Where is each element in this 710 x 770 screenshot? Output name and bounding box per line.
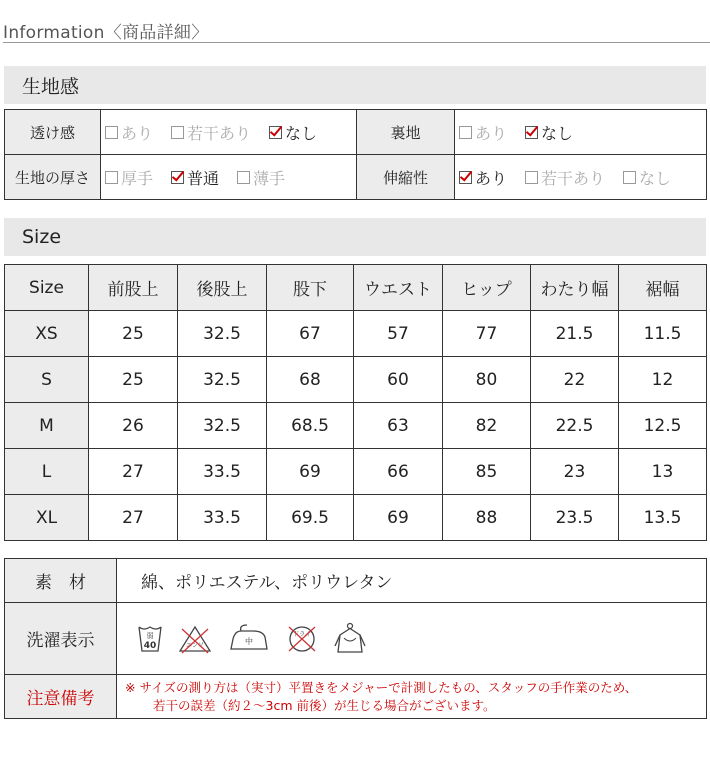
fabric-option-label: 若干あり [541,168,606,188]
size-value-cell: 32.5 [178,357,267,403]
fabric-label-thickness: 生地の厚さ [5,155,101,200]
wash-temp-text: 40 [143,640,157,651]
fabric-option-label: あり [475,168,508,188]
fabric-option-label: 薄手 [253,168,286,188]
size-value-cell: 32.5 [178,403,267,449]
size-label-cell: L [5,449,89,495]
size-value-cell: 69 [354,495,443,541]
page-title: Information〈商品詳細〉 [3,18,710,43]
fabric-option-label: あり [121,123,154,143]
size-value-cell: 22.5 [531,403,619,449]
fabric-label-lining: 裏地 [357,110,455,155]
unchecked-box-icon [105,126,118,139]
size-header-cell: 前股上 [89,265,178,311]
fabric-option [171,166,219,189]
size-value-cell: 57 [354,311,443,357]
size-value-cell: 69 [267,449,354,495]
fabric-option [105,121,153,144]
fabric-option [525,166,605,189]
no-dryclean-icon [285,623,319,655]
size-value-cell: 12.5 [619,403,707,449]
size-label-cell: XL [5,495,89,541]
size-value-cell: 32.5 [178,311,267,357]
size-value-cell: 13 [619,449,707,495]
checked-box-icon [269,126,282,139]
size-value-cell: 33.5 [178,495,267,541]
size-value-cell: 77 [443,311,531,357]
dry-text: ドライ [293,630,311,638]
unchecked-box-icon [237,171,250,184]
care-icons [117,622,706,656]
size-value-cell: 23 [531,449,619,495]
hang-dry-icon [333,622,367,656]
size-value-cell: 63 [354,403,443,449]
size-value-cell: 60 [354,357,443,403]
size-header-row [5,265,707,311]
unchecked-box-icon [623,171,636,184]
size-header-cell: 股下 [267,265,354,311]
size-value-cell: 27 [89,449,178,495]
size-value-cell: 12 [619,357,707,403]
size-header-cell: ヒップ [443,265,531,311]
size-value-cell: 27 [89,495,178,541]
size-row [5,311,707,357]
fabric-option [269,121,317,144]
notes-line-1: ※ サイズの測り方は（実寸）平置きをメジャーで計測したもの、スタッフの手作業のため、 [125,679,638,695]
size-value-cell: 85 [443,449,531,495]
fabric-option [623,166,671,189]
size-value-cell: 11.5 [619,311,707,357]
size-section-header: Size [4,218,706,256]
size-value-cell: 22 [531,357,619,403]
checked-box-icon [459,171,472,184]
fabric-row [5,110,707,155]
size-label-cell: M [5,403,89,449]
size-value-cell: 33.5 [178,449,267,495]
wash-40-icon [137,623,163,655]
fabric-row [5,155,707,200]
notes-label: 注意備考 [5,675,117,719]
size-row [5,495,707,541]
size-value-cell: 88 [443,495,531,541]
fabric-option [459,121,507,144]
fabric-option-label: 普通 [187,168,220,188]
bleach-text: エンソ [185,641,205,649]
size-value-cell: 68 [267,357,354,403]
fabric-section-header: 生地感 [4,66,706,104]
unchecked-box-icon [171,126,184,139]
material-value: 綿、ポリエステル、ポリウレタン [117,559,707,603]
size-label-cell: XS [5,311,89,357]
size-header-cell: 裾幅 [619,265,707,311]
iron-medium-icon [227,623,271,655]
size-value-cell: 25 [89,357,178,403]
size-value-cell: 13.5 [619,495,707,541]
fabric-option-label: なし [285,123,318,143]
iron-text: 中 [245,636,253,646]
fabric-label-transparency: 透け感 [5,110,101,155]
care-label: 洗濯表示 [5,603,117,675]
fabric-option [105,166,153,189]
fabric-option [525,121,573,144]
size-header-cell: ウエスト [354,265,443,311]
size-row [5,403,707,449]
size-row [5,449,707,495]
unchecked-box-icon [525,171,538,184]
size-value-cell: 68.5 [267,403,354,449]
size-value-cell: 21.5 [531,311,619,357]
fabric-label-stretch: 伸縮性 [357,155,455,200]
fabric-option [237,166,285,189]
size-header-cell: 後股上 [178,265,267,311]
fabric-option-label: なし [541,123,574,143]
material-label: 素 材 [5,559,117,603]
size-value-cell: 23.5 [531,495,619,541]
size-header-cell: Size [5,265,89,311]
checked-box-icon [525,126,538,139]
fabric-option [171,121,251,144]
unchecked-box-icon [105,171,118,184]
fabric-table [4,109,707,200]
fabric-option-label: 若干あり [187,123,252,143]
size-value-cell: 80 [443,357,531,403]
fabric-option-label: なし [639,168,672,188]
size-value-cell: 66 [354,449,443,495]
no-bleach-icon [177,623,213,655]
size-header-cell: わたり幅 [531,265,619,311]
size-table [4,264,707,541]
size-value-cell: 69.5 [267,495,354,541]
size-row [5,357,707,403]
wash-weak-text: 弱 [146,631,154,640]
material-table [4,558,707,719]
size-value-cell: 26 [89,403,178,449]
fabric-option-label: 厚手 [121,168,154,188]
size-label-cell: S [5,357,89,403]
fabric-option-label: あり [475,123,508,143]
notes-line-2: 若干の誤差（約２～3cm 前後）が生じる場合がございます。 [153,697,496,713]
size-value-cell: 25 [89,311,178,357]
size-value-cell: 67 [267,311,354,357]
fabric-option [459,166,507,189]
checked-box-icon [171,171,184,184]
size-value-cell: 82 [443,403,531,449]
notes-text [117,679,706,715]
unchecked-box-icon [459,126,472,139]
